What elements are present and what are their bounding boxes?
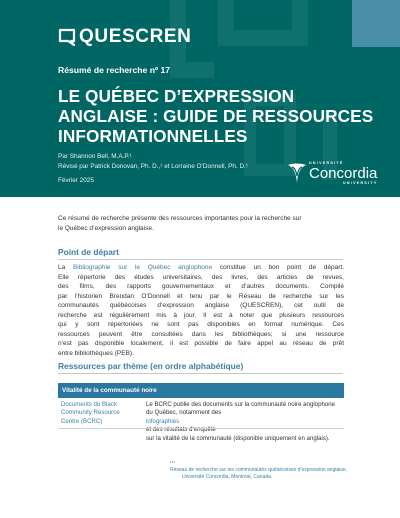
concordia-top-label: UNIVERSITÉ [309, 161, 344, 165]
link-line: Documents du Black [61, 401, 117, 408]
description-line [146, 409, 335, 434]
section-heading-ressources: Ressources par thème (en ordre alphabétique) [58, 361, 244, 371]
footnote [170, 460, 347, 482]
intro-line: Ce résumé de recherche présente des ressources importantes pour la recherche sur [58, 215, 302, 222]
paragraph-line: des films, des rapports gouvernementaux et d’autres documents. Compilé [58, 283, 344, 291]
author-line: Par Shannon Bell, M.A.P.¹ [58, 153, 132, 160]
section-divider [58, 259, 343, 260]
quescren-logo-icon [58, 27, 78, 47]
paragraph-text: La [58, 264, 66, 271]
paragraph-line: communautés québécoises d’expression anglaise (QUESCREN), cet outil de [58, 302, 344, 310]
description-text: du Québec, notamment des [146, 409, 222, 417]
paragraph-line: ressources peuvent être consultées dans les bibliothèques; si une ressource [58, 330, 344, 338]
paragraph-line: recherche est régulièrement mis à jour. Il est à noter que plusieurs ressources [58, 311, 344, 319]
paragraph-line [58, 263, 344, 273]
title-line: LE QUÉBEC D’EXPRESSION [58, 86, 295, 106]
concordia-bottom-label: UNIVERSITY [343, 181, 378, 185]
footnote-mark: ¹¹¹ [170, 460, 175, 466]
quescren-logo[interactable] [58, 26, 191, 48]
paragraph-text: constitue un bon point de départ. [219, 264, 344, 271]
table-header [58, 383, 344, 398]
section-heading-point-de-depart: Point de départ [58, 247, 119, 257]
table-cell-description [146, 401, 335, 443]
concordia-name: Concordia [309, 165, 378, 182]
link-line: Community Resource [61, 409, 120, 417]
page-title [58, 86, 374, 146]
bcrc-documents-link[interactable] [61, 401, 120, 426]
paragraph-line: Elle répertorie des études universitaires, des livres, des articles de revues, [58, 273, 344, 281]
paragraph-line: qui y sont répertoriées ne sont pas disponibles en format numérique. Ces [58, 321, 344, 329]
section-paragraph [58, 263, 344, 358]
footnote-text: Réseau de recherche sur les communautés québécoises d’expression anglaise, [170, 467, 348, 474]
title-line: INFORMATIONNELLES [58, 126, 248, 146]
concordia-logo[interactable] [287, 161, 383, 187]
table-header-label: Vitalité de la communauté noire [62, 387, 157, 394]
section-divider [58, 373, 343, 374]
infographics-link[interactable]: infographies [146, 417, 180, 425]
brand-name: QUESCREN [79, 26, 192, 47]
concordia-flame-icon [287, 162, 307, 184]
paragraph-line: entre bibliothèques (PEB). [58, 349, 134, 357]
paragraph-line: n’est pas disponible localement, il est possible de faire appel au réseau de prêt [58, 340, 344, 348]
footnote-line: Université Concordia, Montréal, Canada. [182, 474, 273, 481]
authors-block [58, 152, 248, 171]
series-label: Résumé de recherche nº 17 [58, 65, 171, 75]
description-text: et des résultats d’enquête [146, 426, 216, 434]
intro-paragraph [58, 214, 343, 233]
link-line: Centre (BCRC) [61, 417, 103, 425]
table-row-divider [58, 428, 344, 429]
header-band [0, 0, 400, 197]
bibliography-link[interactable]: Bibliographie sur le Québec anglophone [72, 264, 213, 271]
publication-date: Février 2025 [58, 177, 94, 184]
footnote-line [170, 460, 347, 474]
title-line: ANGLAISE : GUIDE DE RESSOURCES [58, 106, 374, 126]
reviewer-line: Révisé par Patrick Donovan, Ph. D.,¹ et Lorraine O’Donnell, Ph. D.¹ [58, 162, 249, 170]
intro-line: le Québec d’expression anglaise. [58, 224, 154, 232]
corner-accent-block [352, 0, 400, 47]
description-line: Le BCRC publie des documents sur la communauté noire anglophone [146, 401, 336, 408]
paragraph-line: par l’historien Brendan O’Donnell et tenu par le Réseau de recherche sur les [58, 292, 344, 300]
description-line: sur la vitalité de la communauté (disponible uniquement en anglais). [146, 434, 330, 442]
